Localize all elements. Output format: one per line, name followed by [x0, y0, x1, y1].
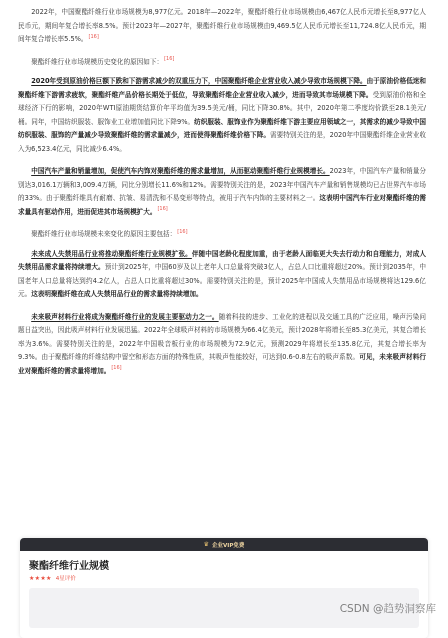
- star-rating-icon: ★★★★: [29, 574, 52, 582]
- card-title[interactable]: 聚酯纤维行业规模: [29, 561, 109, 572]
- vip-banner[interactable]: [20, 538, 428, 551]
- rating-count: 4星评价: [55, 576, 76, 582]
- paragraph-future-incontinence: 未来成人失禁用品行业将推动聚酯纤维行业规模扩张。伴随中国老龄化程度加重，由于老龄人面临更大失去行动力和自理能力，对成人失禁用品需求量将持续增大。预计到2025年，中国60岁及以上老年人口总量将突破3亿人，占总人口比重将超过20%。预计到2035年，中国老年人口总量将达到约4.2亿人，占总人口比重将超过30%。需要特别关注的是，预计2025年中国成人失禁用品市场规模将达129.6亿元。这表明聚酯纤维在成人失禁用品行业的需求量将持续增加。: [18, 249, 427, 298]
- paragraph-reason-auto: 中国汽车产量和销量增加，促使汽车内饰对聚酯纤维的需求量增加，从而驱动聚酯纤维行业规模增长。2023年，中国汽车产量和销量分别达3,016.1万辆和3,009.4万辆，同比分别增长11.6%和12%。需要特别关注的是，2023年中国汽车产量和销售规模均已占世界汽车市场的33%。由于聚酯纤维具有耐磨、抗皱、易清洗和不易变形等特点，被用于汽车内饰的主要材料之一。这表明中国汽车行业对聚酯纤维的需求量具有驱动作用，进而促进其市场规模扩大。[16]: [18, 167, 427, 216]
- crown-icon: ♛: [203, 541, 210, 548]
- watermark: CSDN @趋势洞察库: [339, 603, 436, 615]
- reference-marker[interactable]: [16]: [177, 228, 188, 235]
- reference-marker[interactable]: [16]: [88, 33, 99, 40]
- paragraph-history-intro: 聚酯纤维行业市场规模历史变化的原因如下：[16]: [31, 56, 175, 66]
- reference-marker[interactable]: [16]: [164, 56, 175, 63]
- paragraph-future-acoustic: 未来吸声材料行业将成为聚酯纤维行业的发展主要驱动力之一。随着科技的进步、工业化的进程以及交通工具的广泛应用，噪声污染问题日益突出，因此吸声材料行业发展迅猛。2022年全球吸声材料的市场规模为66.4亿美元，预计2028年将增长至85.3亿美元，其复合增长率为3.6%。需要特别关注的是，2022年中国吸音板行业的市场规模为72.9亿元，预测2029年将增长至135.8亿元，其复合增长率为9.3%。由于聚酯纤维的纤维结构中留空和形态方面的特殊性质，其吸声性能较好，可达到0.6-0.8左右的吸声系数。可见，未来吸声材料行业对聚酯纤维的需求量将增加。[16]: [18, 312, 427, 375]
- article-body: [18, 6, 426, 387]
- paragraph-market-size: 2022年，中国聚酯纤维行业市场规模为8,977亿元。2018年—2022年，聚酯纤维行业市场规模由6,467亿人民币元增长至8,977亿人民币元，期间年复合增长率8.5%。预计2023年—2027年，聚酯纤维行业市场规模由9,469.5亿人民币元增长至11,724.8亿人民币元，期间年复合增长率5.5%。[16]: [18, 8, 426, 43]
- vip-label: 企业VIP免费: [212, 542, 245, 549]
- paragraph-reason-2020: 2020年受到原油价格巨额下跌和下游需求减少的双重压力下，中国聚酯纤维企业营业收入减少导致市场规模下降。由于原油价格低迷和聚酯纤维下游需求疲软，聚酯纤维产品价格长期处于低位，导致聚酯纤维企业营业收入减少，进而导致其市场规模下降。受到原油价格和全球经济下行的影响，2020年WTI原油期货结算价年平均值为39.5美元/桶，同比下降30.8%。其中，2020年第二季度均价跌至28.1美元/桶。同年，中国纺织服装、服饰业工业增加值同比下降9%。纺织服装、服饰业作为聚酯纤维下游主要应用领域之一，其需求的减少导致中国纺织服装、服饰的产量减少导致聚酯纤维的需求量减少，进而使得聚酯纤维价格下降。需要特别关注的是，2020年中国聚酯纤维企业营业收入为6,523.4亿元，同比减少6.4%。: [18, 77, 427, 153]
- report-card[interactable]: [20, 538, 428, 638]
- paragraph-future-intro: 聚酯纤维行业市场规模未来变化的原因主要包括：[16]: [31, 228, 188, 238]
- reference-marker[interactable]: [16]: [157, 206, 168, 213]
- reference-marker[interactable]: [16]: [111, 365, 122, 372]
- card-rating: [29, 574, 428, 582]
